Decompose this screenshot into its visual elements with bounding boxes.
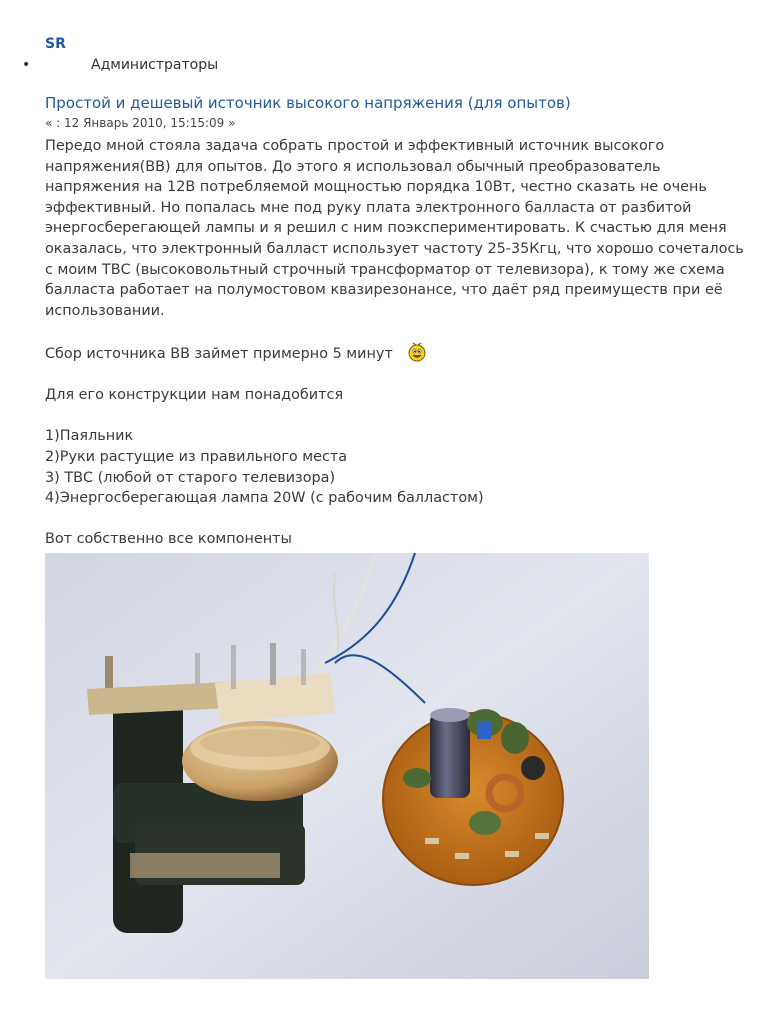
post-body: [45, 136, 745, 550]
need-intro-line: Для его конструкции нам понадобится: [45, 387, 344, 404]
list-item: 4)Энергосберегающая лампа 20W (с рабочим балластом): [45, 490, 484, 507]
user-group-label: Администраторы: [91, 57, 219, 73]
list-item: 3) ТВС (любой от старого телевизора): [45, 469, 336, 486]
author-link[interactable]: SR: [45, 36, 66, 52]
components-caption: Вот собственно все компоненты: [45, 531, 292, 548]
list-item: 2)Руки растущие из правильного места: [45, 448, 348, 465]
post-title-link[interactable]: Простой и дешевый источник высокого напряжения (для опытов): [45, 94, 571, 112]
smiley-icon: [407, 342, 427, 362]
assembly-time-text: Сбор источника ВВ займет примерно 5 минут: [45, 345, 393, 362]
list-item: 1)Паяльник: [45, 428, 134, 445]
intro-paragraph: Передо мной стояла задача собрать простой и эффективный источник высокого напряжения(ВВ) для опытов. До этого я использовал обычный преобразователь напряжения на 12В потребляемой мощностью порядка 10Вт, честно сказать не очень эффективный. Но попалась мне под руку плата электронного балласта от разбитой энергосберегающей лампы и я решил с ним поэкспериментировать. К счастью для меня оказалась, что электронный балласт использует частоту 25-35Кгц, что хорошо сочеталось с моим ТВС (высоковольтный строчный трансформатор от телевизора), к тому же схема балласта работает на полумостовом квазирезонансе, что даёт ряд преимуществ при её использовании.: [45, 138, 744, 319]
assembly-time-line: [45, 342, 745, 365]
components-photo: [45, 553, 649, 979]
list-bullet: •: [22, 57, 31, 73]
post-date: « : 12 Январь 2010, 15:15:09 »: [45, 116, 236, 130]
